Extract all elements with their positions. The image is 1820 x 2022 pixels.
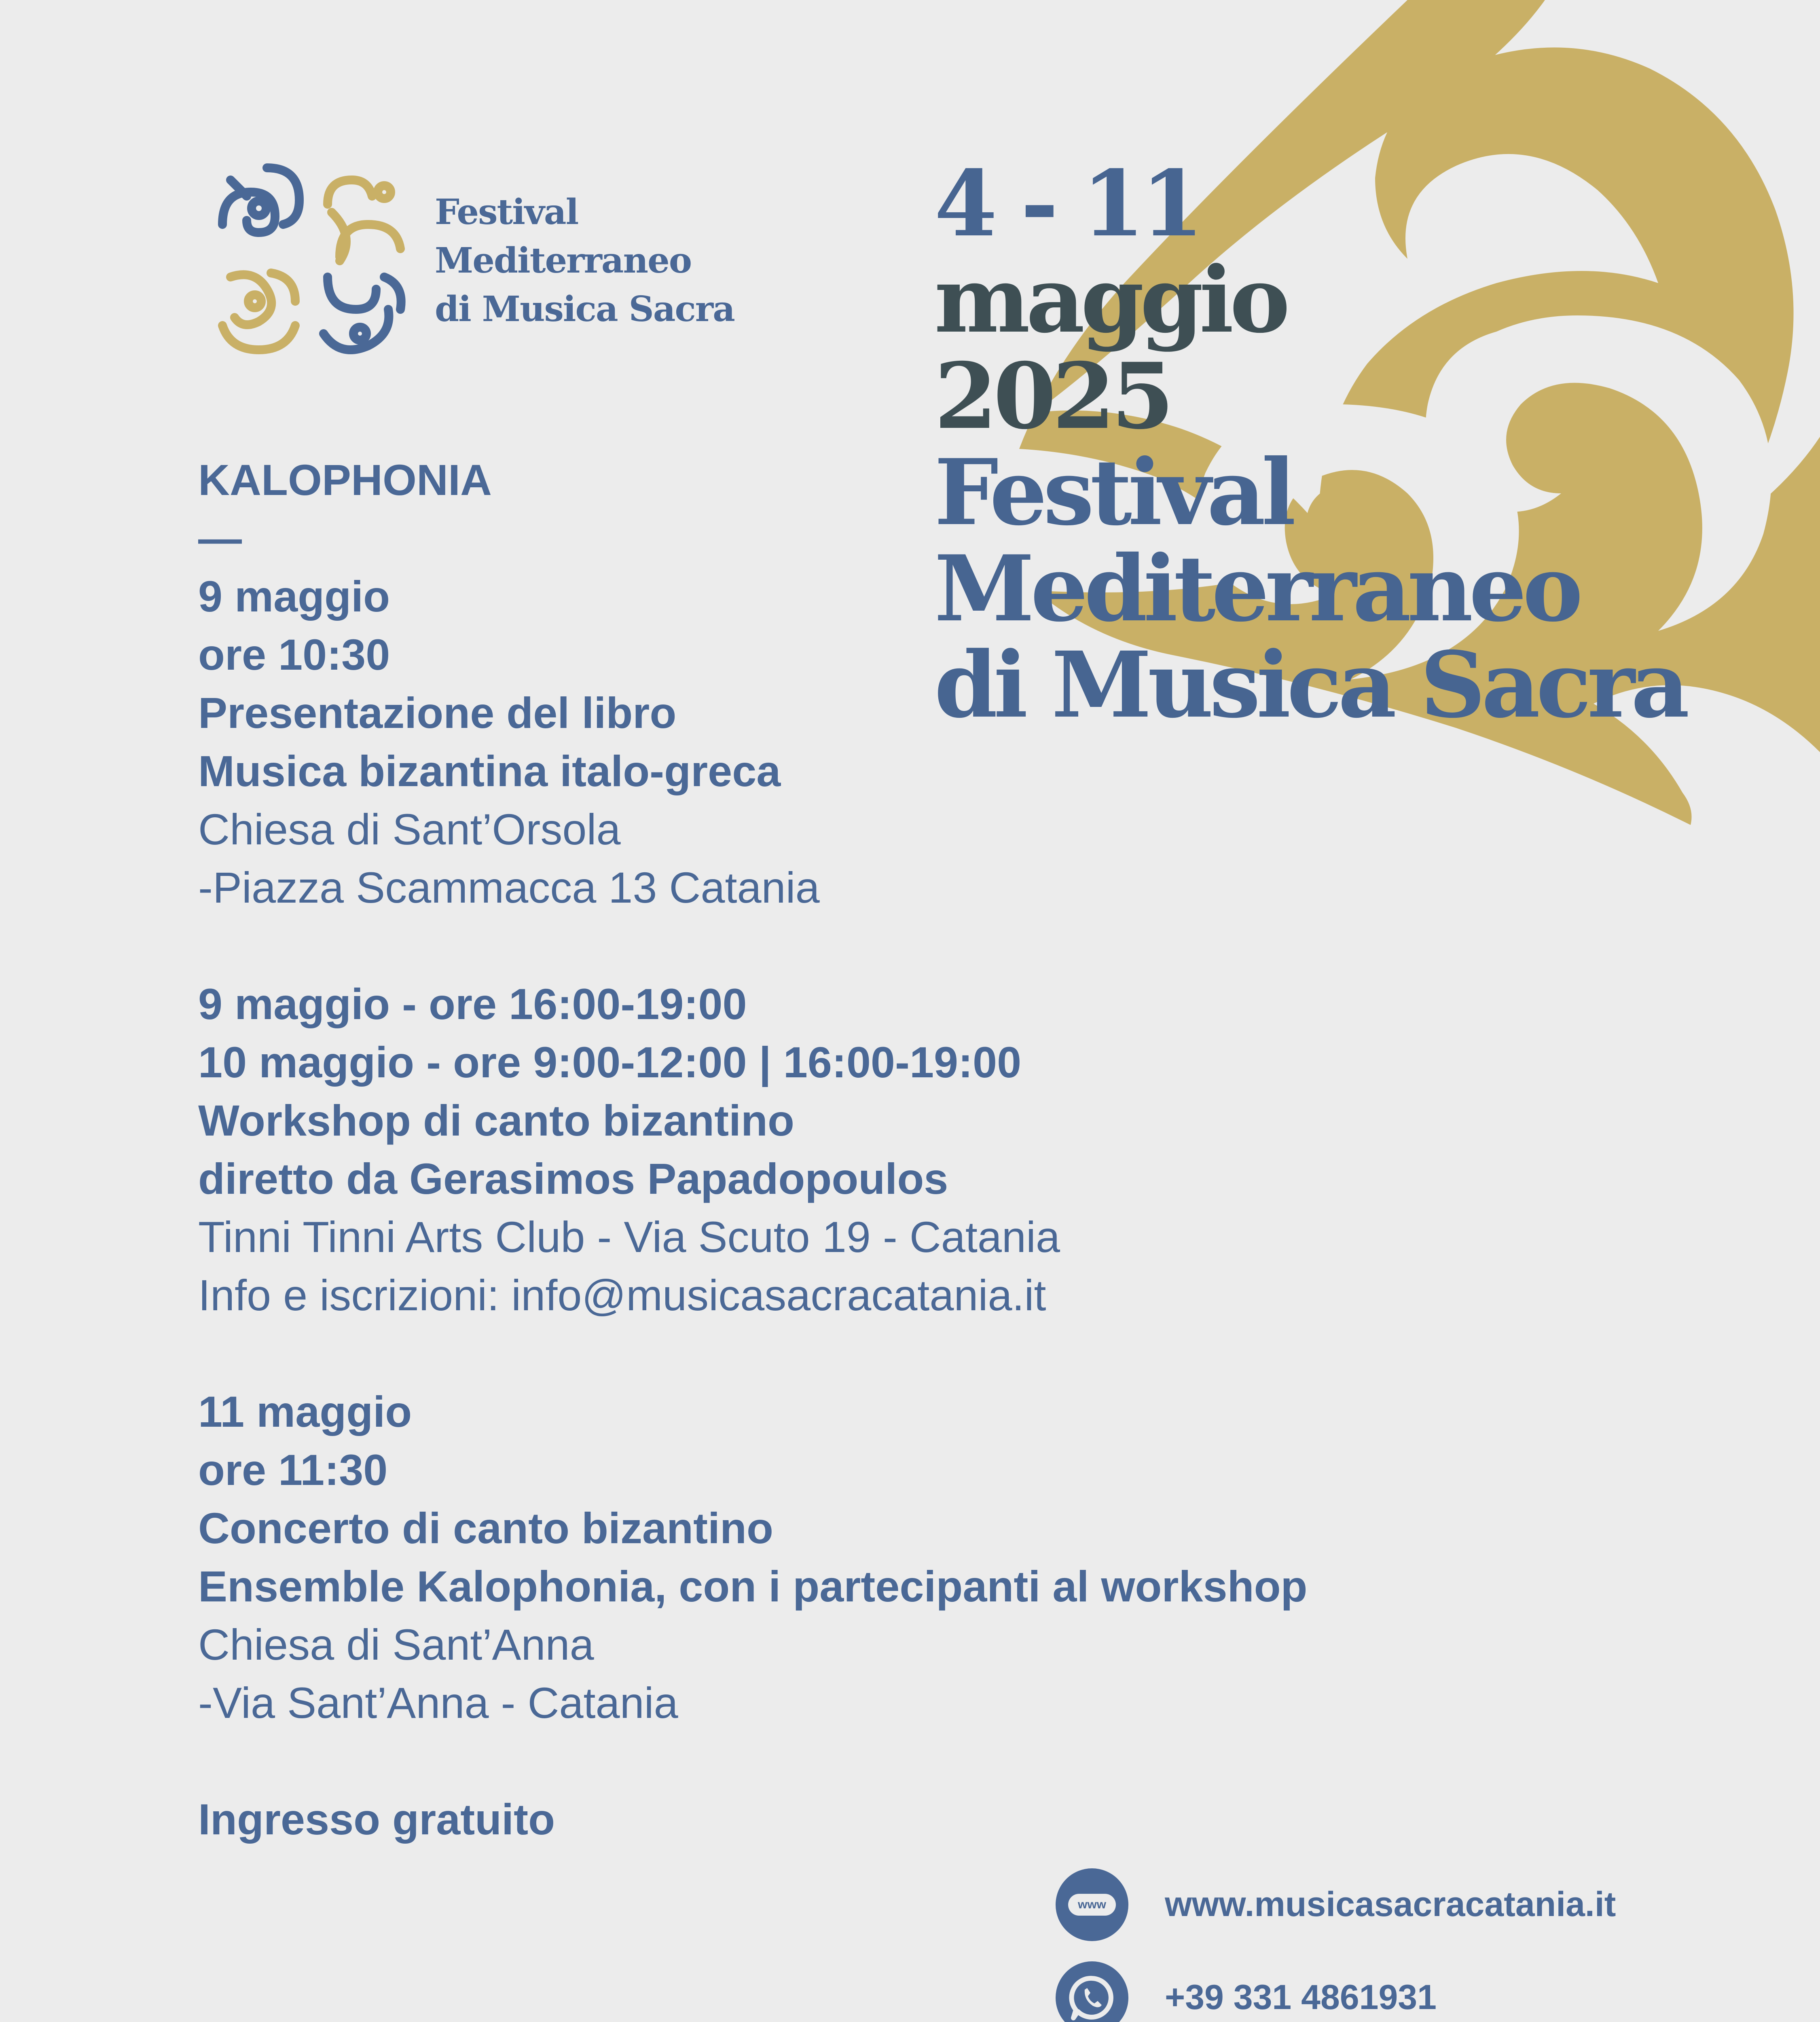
event-1-time: ore 10:30: [198, 630, 390, 679]
headline-title-2: Mediterraneo: [934, 535, 1579, 642]
program: [198, 451, 1412, 1849]
festival-logo-mark-icon: [206, 156, 417, 366]
event-3-address: -Via Sant’Anna - Catania: [198, 1678, 678, 1727]
event-3-date: 11 maggio: [198, 1387, 412, 1436]
headline-month: maggio: [934, 247, 1286, 353]
headline-title-3: di Musica Sacra: [934, 632, 1686, 738]
program-heading: KALOPHONIA: [198, 455, 492, 504]
event-2-date-2: 10 maggio - ore 9:00-12:00 | 16:00-19:00: [198, 1038, 1022, 1087]
event-1-date: 9 maggio: [198, 572, 390, 621]
www-icon[interactable]: [1056, 1868, 1128, 1941]
event-2-info[interactable]: Info e iscrizioni: info@musicasacracatania.it: [198, 1271, 1046, 1320]
event-3: [198, 1383, 1412, 1732]
event-3-venue: Chiesa di Sant’Anna: [198, 1620, 594, 1669]
whatsapp-icon[interactable]: [1056, 1961, 1128, 2022]
headline-dates: 4 - 11: [934, 150, 1200, 257]
logo-wordmark: [435, 188, 734, 334]
program-dash: —: [198, 514, 242, 563]
event-1-title-1: Presentazione del libro: [198, 688, 677, 737]
logo-line-2: Mediterraneo: [435, 240, 692, 281]
event-3-title-2: Ensemble Kalophonia, con i partecipanti al workshop: [198, 1562, 1308, 1611]
logo-line-3: di Musica Sacra: [435, 289, 734, 330]
event-2-title-1: Workshop di canto bizantino: [198, 1096, 794, 1145]
www-icon-label: www: [1077, 1898, 1106, 1911]
event-1-venue: Chiesa di Sant’Orsola: [198, 805, 621, 854]
event-3-time: ore 11:30: [198, 1445, 388, 1494]
headline-year: 2025: [934, 343, 1170, 449]
logo-line-1: Festival: [435, 192, 578, 233]
website-link[interactable]: www.musicasacracatania.it: [1165, 1885, 1616, 1924]
event-2-date-1: 9 maggio - ore 16:00-19:00: [198, 979, 747, 1028]
event-2: [198, 975, 1412, 1324]
event-2-title-2: diretto da Gerasimos Papadopoulos: [198, 1154, 948, 1203]
phone-number[interactable]: +39 331 4861931: [1165, 1978, 1437, 2017]
event-1-title-2: Musica bizantina italo-greca: [198, 747, 781, 795]
event-3-title-1: Concerto di canto bizantino: [198, 1504, 773, 1552]
event-1: [198, 567, 1412, 917]
event-2-venue: Tinni Tinni Arts Club - Via Scuto 19 - Catania: [198, 1212, 1060, 1261]
event-1-address: -Piazza Scammacca 13 Catania: [198, 863, 820, 912]
free-entry: Ingresso gratuito: [198, 1795, 555, 1844]
headline-title-1: Festival: [934, 439, 1292, 546]
